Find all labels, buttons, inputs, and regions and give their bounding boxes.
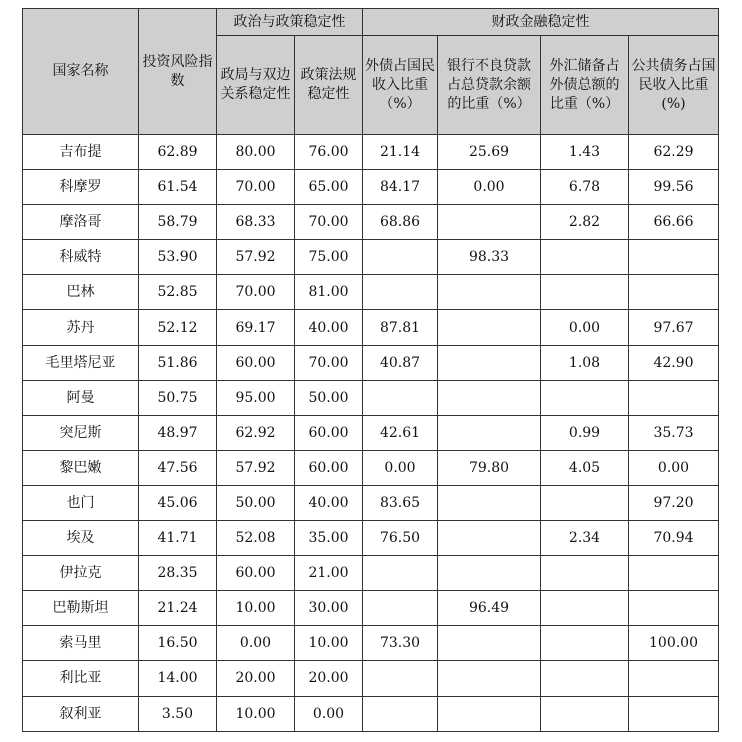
fx-reserves-cell: 2.82 bbox=[541, 205, 629, 240]
political-relations-cell: 70.00 bbox=[217, 275, 295, 310]
risk-index-cell: 48.97 bbox=[139, 415, 217, 450]
political-relations-cell: 70.00 bbox=[217, 170, 295, 205]
fx-reserves-cell bbox=[541, 240, 629, 275]
table-row bbox=[23, 556, 719, 591]
country-cell: 苏丹 bbox=[23, 310, 139, 345]
header-group-political: 政治与政策稳定性 bbox=[217, 9, 363, 36]
external-debt-cell bbox=[363, 275, 438, 310]
bad-loans-cell bbox=[438, 205, 541, 240]
fx-reserves-cell bbox=[541, 591, 629, 626]
risk-index-cell: 45.06 bbox=[139, 485, 217, 520]
table-row bbox=[23, 275, 719, 310]
risk-index-cell: 62.89 bbox=[139, 135, 217, 170]
external-debt-cell bbox=[363, 380, 438, 415]
table-row bbox=[23, 240, 719, 275]
public-debt-cell: 97.20 bbox=[629, 485, 719, 520]
fx-reserves-cell bbox=[541, 556, 629, 591]
external-debt-cell bbox=[363, 661, 438, 696]
country-cell: 叙利亚 bbox=[23, 696, 139, 731]
table-row bbox=[23, 591, 719, 626]
fx-reserves-cell bbox=[541, 485, 629, 520]
policy-stability-cell: 70.00 bbox=[295, 205, 363, 240]
country-cell: 也门 bbox=[23, 485, 139, 520]
public-debt-cell bbox=[629, 661, 719, 696]
country-cell: 埃及 bbox=[23, 521, 139, 556]
policy-stability-cell: 21.00 bbox=[295, 556, 363, 591]
political-relations-cell: 10.00 bbox=[217, 591, 295, 626]
political-relations-cell: 10.00 bbox=[217, 696, 295, 731]
policy-stability-cell: 75.00 bbox=[295, 240, 363, 275]
fx-reserves-cell: 6.78 bbox=[541, 170, 629, 205]
political-relations-cell: 69.17 bbox=[217, 310, 295, 345]
bad-loans-cell bbox=[438, 556, 541, 591]
table-row bbox=[23, 135, 719, 170]
table-row bbox=[23, 345, 719, 380]
political-relations-cell: 20.00 bbox=[217, 661, 295, 696]
risk-index-cell: 61.54 bbox=[139, 170, 217, 205]
country-cell: 吉布提 bbox=[23, 135, 139, 170]
public-debt-cell bbox=[629, 380, 719, 415]
political-relations-cell: 80.00 bbox=[217, 135, 295, 170]
country-cell: 伊拉克 bbox=[23, 556, 139, 591]
fx-reserves-cell: 4.05 bbox=[541, 450, 629, 485]
table-row bbox=[23, 696, 719, 731]
bad-loans-cell: 98.33 bbox=[438, 240, 541, 275]
political-relations-cell: 57.92 bbox=[217, 450, 295, 485]
political-relations-cell: 60.00 bbox=[217, 345, 295, 380]
risk-index-cell: 50.75 bbox=[139, 380, 217, 415]
fx-reserves-cell: 2.34 bbox=[541, 521, 629, 556]
table-row bbox=[23, 485, 719, 520]
risk-index-cell: 14.00 bbox=[139, 661, 217, 696]
table-row bbox=[23, 205, 719, 240]
header-policy-stability: 政策法规稳定性 bbox=[295, 36, 363, 135]
public-debt-cell: 99.56 bbox=[629, 170, 719, 205]
external-debt-cell: 0.00 bbox=[363, 450, 438, 485]
bad-loans-cell bbox=[438, 696, 541, 731]
fx-reserves-cell: 1.43 bbox=[541, 135, 629, 170]
policy-stability-cell: 35.00 bbox=[295, 521, 363, 556]
public-debt-cell: 0.00 bbox=[629, 450, 719, 485]
investment-risk-table bbox=[22, 8, 719, 732]
table-row bbox=[23, 170, 719, 205]
country-cell: 突尼斯 bbox=[23, 415, 139, 450]
bad-loans-cell bbox=[438, 661, 541, 696]
risk-index-cell: 52.85 bbox=[139, 275, 217, 310]
external-debt-cell: 83.65 bbox=[363, 485, 438, 520]
public-debt-cell: 62.29 bbox=[629, 135, 719, 170]
policy-stability-cell: 30.00 bbox=[295, 591, 363, 626]
external-debt-cell: 76.50 bbox=[363, 521, 438, 556]
external-debt-cell bbox=[363, 696, 438, 731]
public-debt-cell bbox=[629, 556, 719, 591]
political-relations-cell: 52.08 bbox=[217, 521, 295, 556]
bad-loans-cell bbox=[438, 485, 541, 520]
policy-stability-cell: 81.00 bbox=[295, 275, 363, 310]
external-debt-cell bbox=[363, 556, 438, 591]
country-cell: 科摩罗 bbox=[23, 170, 139, 205]
policy-stability-cell: 20.00 bbox=[295, 661, 363, 696]
bad-loans-cell bbox=[438, 380, 541, 415]
bad-loans-cell bbox=[438, 415, 541, 450]
risk-index-cell: 58.79 bbox=[139, 205, 217, 240]
header-fx-reserves: 外汇储备占外债总额的比重（%） bbox=[541, 36, 629, 135]
table-row bbox=[23, 521, 719, 556]
external-debt-cell: 40.87 bbox=[363, 345, 438, 380]
policy-stability-cell: 60.00 bbox=[295, 415, 363, 450]
risk-index-cell: 47.56 bbox=[139, 450, 217, 485]
risk-index-cell: 28.35 bbox=[139, 556, 217, 591]
country-cell: 利比亚 bbox=[23, 661, 139, 696]
bad-loans-cell: 0.00 bbox=[438, 170, 541, 205]
external-debt-cell bbox=[363, 591, 438, 626]
bad-loans-cell bbox=[438, 345, 541, 380]
public-debt-cell: 66.66 bbox=[629, 205, 719, 240]
external-debt-cell bbox=[363, 240, 438, 275]
policy-stability-cell: 70.00 bbox=[295, 345, 363, 380]
country-cell: 索马里 bbox=[23, 626, 139, 661]
bad-loans-cell: 96.49 bbox=[438, 591, 541, 626]
external-debt-cell: 84.17 bbox=[363, 170, 438, 205]
political-relations-cell: 50.00 bbox=[217, 485, 295, 520]
public-debt-cell: 42.90 bbox=[629, 345, 719, 380]
fx-reserves-cell: 0.00 bbox=[541, 310, 629, 345]
risk-index-cell: 3.50 bbox=[139, 696, 217, 731]
public-debt-cell bbox=[629, 275, 719, 310]
country-cell: 巴勒斯坦 bbox=[23, 591, 139, 626]
public-debt-cell: 35.73 bbox=[629, 415, 719, 450]
header-country: 国家名称 bbox=[23, 9, 139, 135]
fx-reserves-cell bbox=[541, 380, 629, 415]
policy-stability-cell: 0.00 bbox=[295, 696, 363, 731]
public-debt-cell bbox=[629, 240, 719, 275]
risk-index-cell: 16.50 bbox=[139, 626, 217, 661]
header-group-fiscal: 财政金融稳定性 bbox=[363, 9, 719, 36]
header-risk-index: 投资风险指数 bbox=[139, 9, 217, 135]
external-debt-cell: 68.86 bbox=[363, 205, 438, 240]
public-debt-cell: 70.94 bbox=[629, 521, 719, 556]
external-debt-cell: 87.81 bbox=[363, 310, 438, 345]
risk-index-cell: 51.86 bbox=[139, 345, 217, 380]
header-bad-loans: 银行不良贷款占总贷款余额的比重（%） bbox=[438, 36, 541, 135]
political-relations-cell: 68.33 bbox=[217, 205, 295, 240]
country-cell: 摩洛哥 bbox=[23, 205, 139, 240]
risk-index-cell: 41.71 bbox=[139, 521, 217, 556]
fx-reserves-cell: 0.99 bbox=[541, 415, 629, 450]
risk-index-cell: 21.24 bbox=[139, 591, 217, 626]
fx-reserves-cell bbox=[541, 696, 629, 731]
policy-stability-cell: 40.00 bbox=[295, 485, 363, 520]
policy-stability-cell: 65.00 bbox=[295, 170, 363, 205]
table-body bbox=[23, 135, 719, 732]
table-row bbox=[23, 380, 719, 415]
policy-stability-cell: 50.00 bbox=[295, 380, 363, 415]
header-political-relations: 政局与双边关系稳定性 bbox=[217, 36, 295, 135]
country-cell: 巴林 bbox=[23, 275, 139, 310]
table-container bbox=[22, 8, 719, 732]
political-relations-cell: 60.00 bbox=[217, 556, 295, 591]
table-row bbox=[23, 415, 719, 450]
country-cell: 毛里塔尼亚 bbox=[23, 345, 139, 380]
table-header bbox=[23, 9, 719, 135]
bad-loans-cell bbox=[438, 521, 541, 556]
fx-reserves-cell bbox=[541, 626, 629, 661]
header-external-debt: 外债占国民收入比重（%） bbox=[363, 36, 438, 135]
policy-stability-cell: 60.00 bbox=[295, 450, 363, 485]
bad-loans-cell bbox=[438, 310, 541, 345]
fx-reserves-cell: 1.08 bbox=[541, 345, 629, 380]
political-relations-cell: 62.92 bbox=[217, 415, 295, 450]
table-row bbox=[23, 661, 719, 696]
risk-index-cell: 53.90 bbox=[139, 240, 217, 275]
risk-index-cell: 52.12 bbox=[139, 310, 217, 345]
fx-reserves-cell bbox=[541, 275, 629, 310]
external-debt-cell: 73.30 bbox=[363, 626, 438, 661]
external-debt-cell: 42.61 bbox=[363, 415, 438, 450]
policy-stability-cell: 10.00 bbox=[295, 626, 363, 661]
political-relations-cell: 0.00 bbox=[217, 626, 295, 661]
bad-loans-cell: 79.80 bbox=[438, 450, 541, 485]
public-debt-cell bbox=[629, 591, 719, 626]
country-cell: 黎巴嫩 bbox=[23, 450, 139, 485]
country-cell: 科威特 bbox=[23, 240, 139, 275]
bad-loans-cell: 25.69 bbox=[438, 135, 541, 170]
policy-stability-cell: 40.00 bbox=[295, 310, 363, 345]
fx-reserves-cell bbox=[541, 661, 629, 696]
table-row bbox=[23, 626, 719, 661]
external-debt-cell: 21.14 bbox=[363, 135, 438, 170]
bad-loans-cell bbox=[438, 626, 541, 661]
table-row bbox=[23, 310, 719, 345]
country-cell: 阿曼 bbox=[23, 380, 139, 415]
policy-stability-cell: 76.00 bbox=[295, 135, 363, 170]
public-debt-cell: 100.00 bbox=[629, 626, 719, 661]
political-relations-cell: 57.92 bbox=[217, 240, 295, 275]
political-relations-cell: 95.00 bbox=[217, 380, 295, 415]
public-debt-cell bbox=[629, 696, 719, 731]
bad-loans-cell bbox=[438, 275, 541, 310]
public-debt-cell: 97.67 bbox=[629, 310, 719, 345]
header-public-debt: 公共债务占国民收入比重(%) bbox=[629, 36, 719, 135]
table-row bbox=[23, 450, 719, 485]
